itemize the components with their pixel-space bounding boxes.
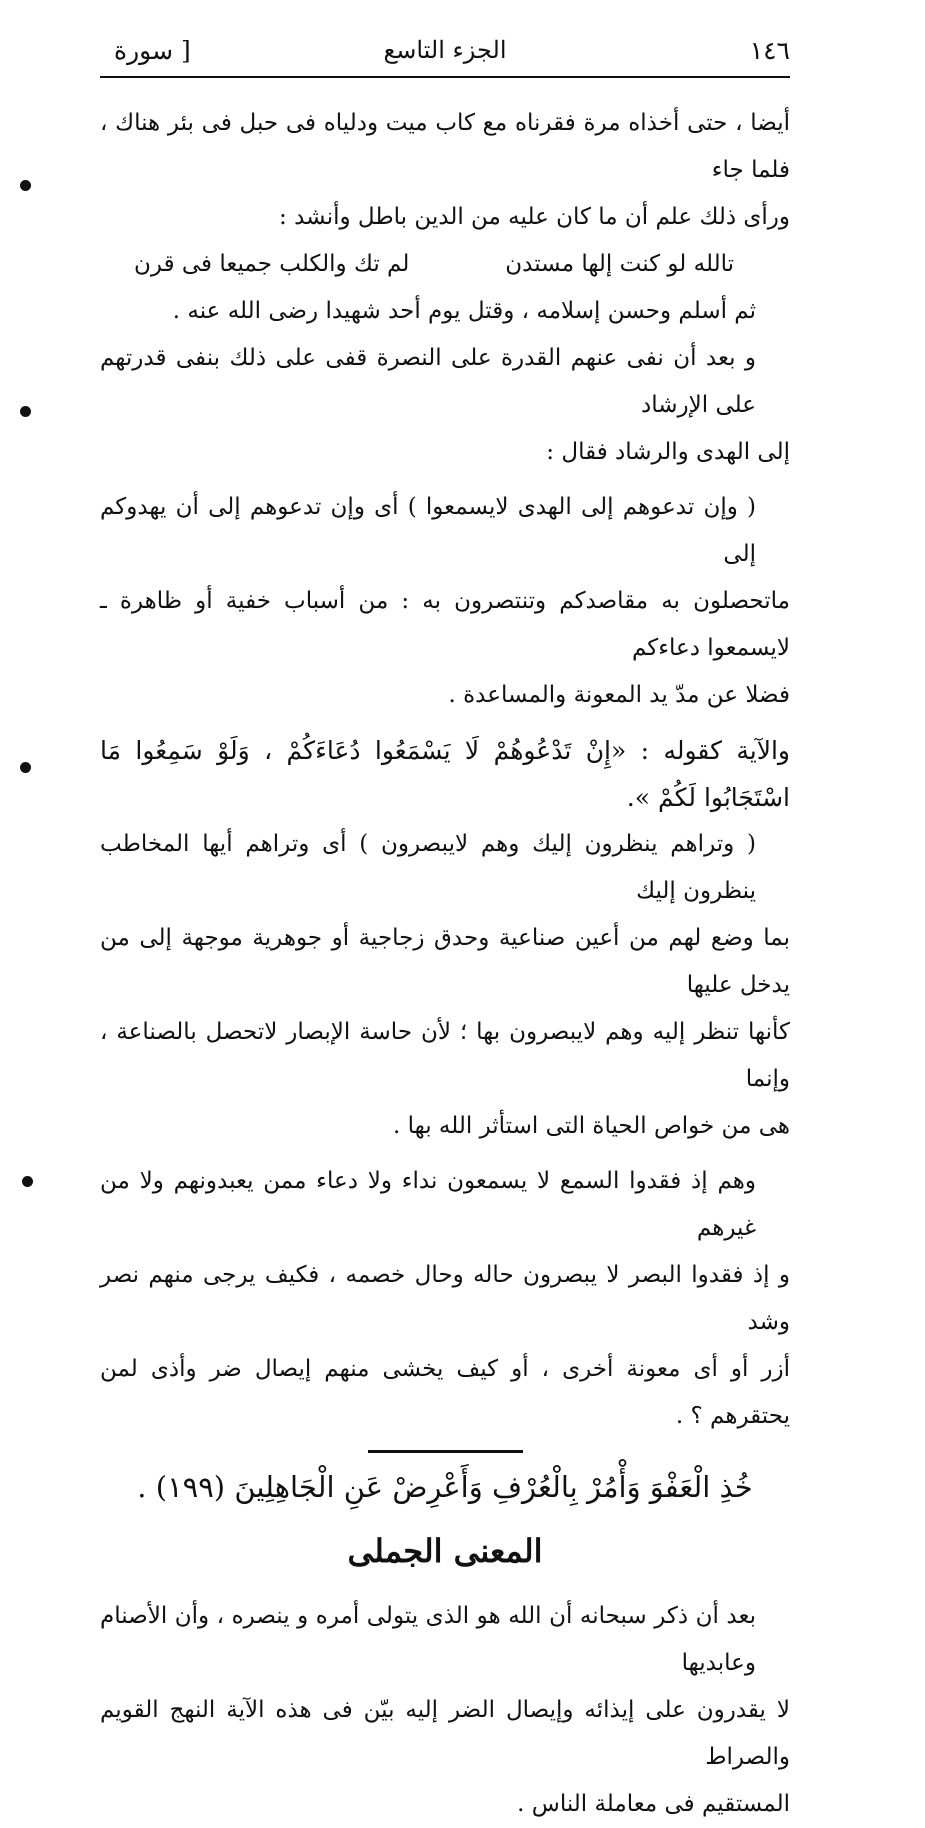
text-line: فضلا عن مدّ يد المعونة والمساعدة . bbox=[448, 682, 790, 708]
scan-mark bbox=[20, 180, 31, 191]
page-number: ١٤٦ bbox=[749, 36, 790, 65]
scan-mark bbox=[20, 762, 31, 773]
scan-mark bbox=[22, 1176, 33, 1187]
paragraph-call bbox=[100, 484, 790, 719]
paragraph-summary bbox=[100, 1593, 790, 1828]
text-line: ماتحصلون به مقاصدكم وتنتصرون به : من أسباب خفية أو ظاهرة ـ لايسمعوا دعاءكم bbox=[100, 588, 790, 661]
paragraph-hearing bbox=[100, 1158, 790, 1440]
text-line: و بعد أن نفى عنهم القدرة على النصرة قفى على ذلك بنفى قدرتهم على الإرشاد bbox=[100, 345, 756, 418]
text-line: هى من خواص الحياة التى استأثر الله بها . bbox=[392, 1113, 790, 1139]
text-line: كأنها تنظر إليه وهم لايبصرون بها ؛ لأن حاسة الإبصار لاتحصل بالصناعة ، وإنما bbox=[100, 1019, 790, 1092]
text-line: و إذ فقدوا البصر لا يبصرون حاله وحال خصمه ، فكيف يرجى منهم نصر وشد bbox=[100, 1262, 790, 1335]
paragraph-guidance bbox=[100, 335, 790, 476]
text-line: أيضا ، حتى أخذاه مرة فقرناه مع كاب ميت ودلياه فى حبل فى بئر هناك ، فلما جاء bbox=[100, 110, 790, 183]
text-line: إلى الهدى والرشاد فقال : bbox=[546, 439, 790, 465]
section-title: المعنى الجملى bbox=[347, 1532, 543, 1570]
page-header bbox=[100, 32, 790, 82]
scan-mark bbox=[20, 406, 31, 417]
section-divider bbox=[368, 1450, 523, 1453]
paragraph-story bbox=[100, 100, 790, 241]
text-line: أزر أو أى معونة أخرى ، أو كيف يخشى منهم إيصال ضر وأذى لمن يحتقرهم ؟ . bbox=[100, 1356, 790, 1429]
text-line: ورأى ذلك علم أن ما كان عليه من الدين باطل وأنشد : bbox=[279, 204, 790, 230]
header-rule bbox=[100, 76, 790, 78]
page-body bbox=[100, 100, 790, 1828]
quran-verse: خُذِ الْعَفْوَ وَأْمُرْ بِالْعُرْفِ وَأَعْرِضْ عَنِ الْجَاهِلِينَ (١٩٩) . bbox=[137, 1470, 753, 1504]
paragraph-quran-citation: والآية كقوله : «إِنْ تَدْعُوهُمْ لَا يَسْمَعُوا دُعَاءَكُمْ ، وَلَوْ سَمِعُوا مَا اسْتَجَابُوا لَكُمْ ». bbox=[100, 736, 790, 812]
text-line: ( وإن تدعوهم إلى الهدى لايسمعوا ) أى وإن تدعوهم إلى أن يهدوكم إلى bbox=[100, 494, 756, 567]
text-line: المستقيم فى معاملة الناس . bbox=[517, 1791, 790, 1817]
poem-verse bbox=[100, 241, 790, 288]
surah-label: سورة ] bbox=[114, 36, 191, 65]
paragraph-sight bbox=[100, 821, 790, 1150]
text-line: وهم إذ فقدوا السمع لا يسمعون نداء ولا دعاء ممن يعبدونهم ولا من غيرهم bbox=[100, 1168, 756, 1241]
text-line: ( وتراهم ينظرون إليك وهم لايبصرون ) أى وتراهم أيها المخاطب ينظرون إليك bbox=[100, 831, 756, 904]
poem-first-hemistich: تالله لو كنت إلها مستدن bbox=[505, 251, 734, 277]
text-line: بما وضع لهم من أعين صناعية وحدق زجاجية أو جوهرية موجهة إلى من يدخل عليها bbox=[100, 925, 790, 998]
poem-second-hemistich: لم تك والكلب جميعا فى قرن bbox=[134, 251, 410, 277]
paragraph-islam: ثم أسلم وحسن إسلامه ، وقتل يوم أحد شهيدا رضى الله عنه . bbox=[172, 298, 756, 324]
text-line: بعد أن ذكر سبحانه أن الله هو الذى يتولى أمره و ينصره ، وأن الأصنام وعابديها bbox=[100, 1603, 756, 1676]
text-line: لا يقدرون على إيذائه وإيصال الضر إليه بيّن فى هذه الآية النهج القويم والصراط bbox=[100, 1697, 790, 1770]
running-title: الجزء التاسع bbox=[383, 36, 507, 64]
